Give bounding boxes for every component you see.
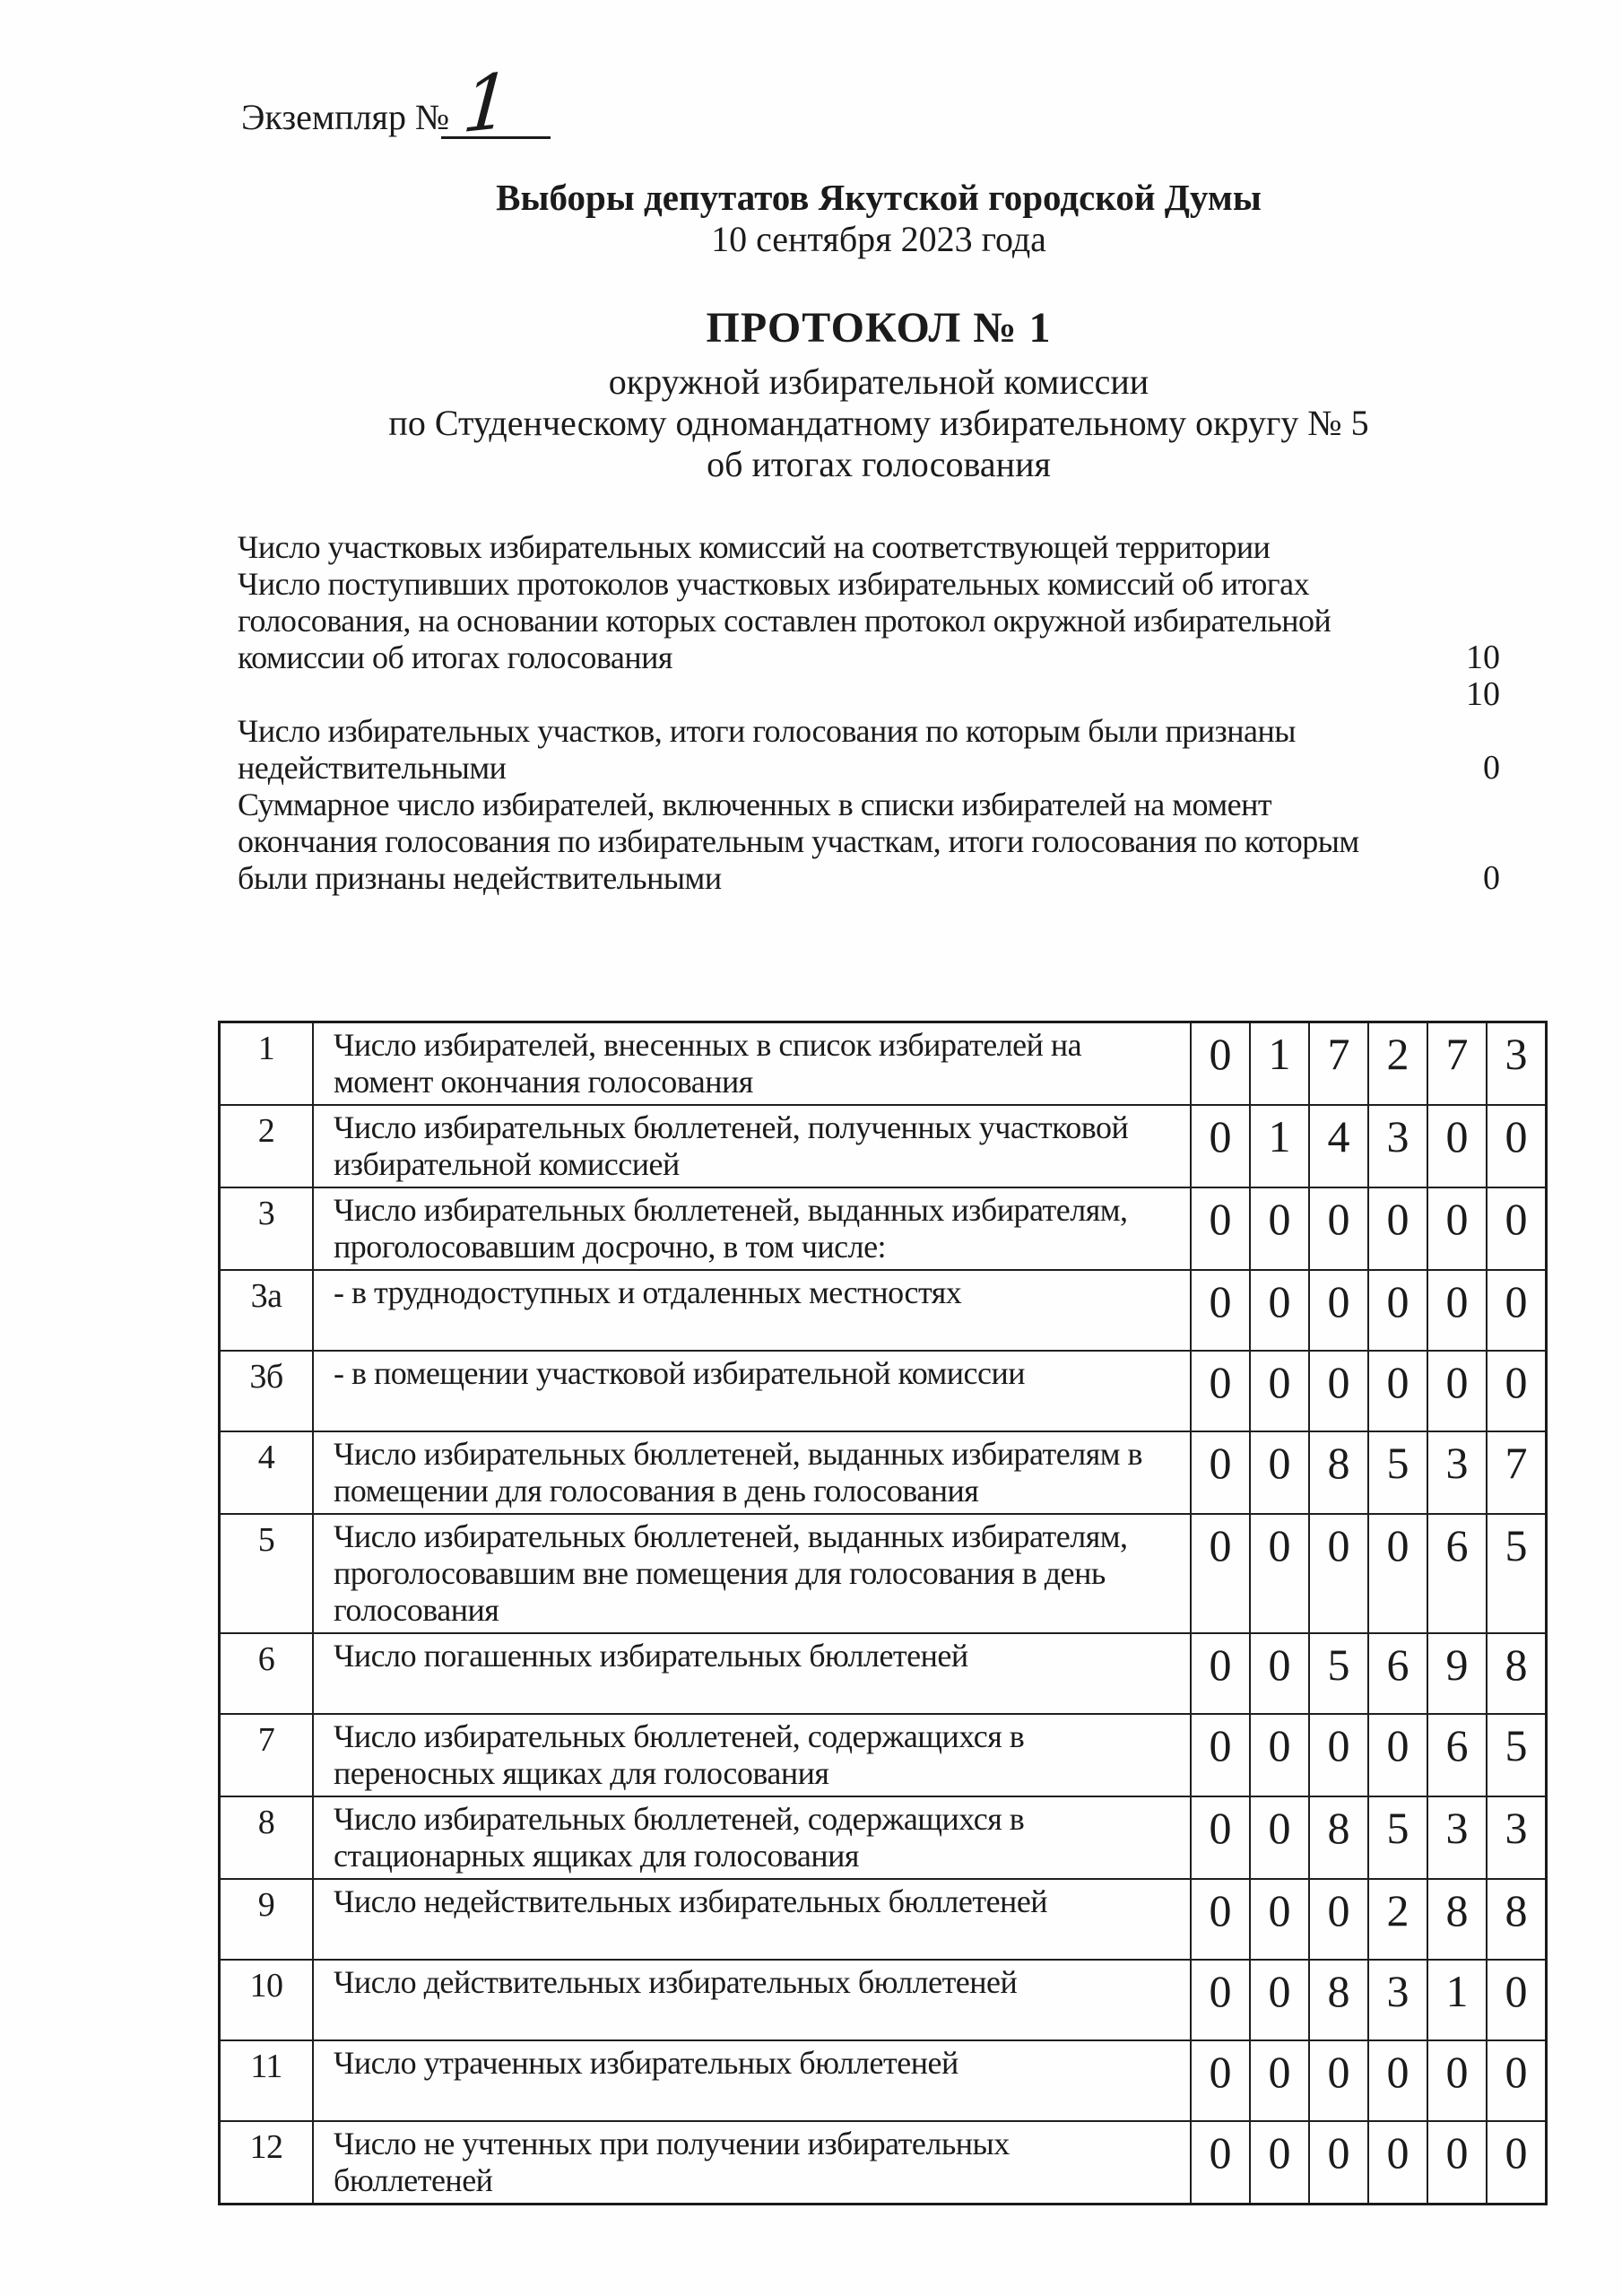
preamble-line-text: голосования, на основании которых составлен протокол окружной избирательной	[238, 603, 1331, 639]
digit-cell: 1	[1427, 1960, 1487, 2040]
digit-cell: 7	[1427, 1022, 1487, 1106]
row-number-cell: 8	[220, 1796, 314, 1879]
digit-cell: 8	[1309, 1431, 1368, 1514]
digit-cell: 0	[1191, 1431, 1250, 1514]
row-label-cell: Число избирательных бюллетеней, содержащихся в переносных ящиках для голосования	[313, 1714, 1191, 1796]
row-number-cell: 10	[220, 1960, 314, 2040]
preamble-block	[238, 529, 1502, 897]
protocol-subtitle-results: об итогах голосования	[707, 444, 1051, 484]
row-label-cell: Число недействительных избирательных бюллетеней	[313, 1879, 1191, 1960]
preamble-line-value: 10	[1466, 639, 1500, 676]
election-date: 10 сентября 2023 года	[711, 219, 1046, 259]
digit-cell: 0	[1191, 1796, 1250, 1879]
digit-cell: 1	[1250, 1022, 1309, 1106]
table-row	[220, 1351, 1547, 1431]
digit-cell: 0	[1191, 1714, 1250, 1796]
table-row	[220, 1796, 1547, 1879]
digit-cell: 0	[1487, 1270, 1547, 1351]
table-row	[220, 2040, 1547, 2121]
copy-label: Экземпляр №	[241, 97, 450, 137]
digit-cell: 0	[1487, 1351, 1547, 1431]
digit-cell: 8	[1427, 1879, 1487, 1960]
row-number-cell: 1	[220, 1022, 314, 1106]
digit-cell: 0	[1309, 1351, 1368, 1431]
digit-cell: 0	[1309, 1879, 1368, 1960]
digit-cell: 3	[1487, 1796, 1547, 1879]
row-number-cell: 7	[220, 1714, 314, 1796]
row-label-cell: Число избирательных бюллетеней, выданных избирателям, проголосовавшим вне помещения для голосования в день голосования	[313, 1514, 1191, 1633]
digit-cell: 0	[1427, 1351, 1487, 1431]
digit-cell: 0	[1191, 1105, 1250, 1187]
table-row	[220, 2121, 1547, 2205]
digit-cell: 3	[1368, 1960, 1427, 2040]
preamble-line	[238, 639, 1502, 676]
digit-cell: 5	[1487, 1514, 1547, 1633]
digit-cell: 0	[1427, 1187, 1487, 1270]
digit-cell: 3	[1427, 1796, 1487, 1879]
digit-cell: 2	[1368, 1022, 1427, 1106]
digit-cell: 0	[1250, 1351, 1309, 1431]
digit-cell: 0	[1427, 1270, 1487, 1351]
digit-cell: 0	[1191, 1270, 1250, 1351]
row-label-cell: Число избирательных бюллетеней, содержащихся в стационарных ящиках для голосования	[313, 1796, 1191, 1879]
digit-cell: 0	[1487, 1187, 1547, 1270]
digit-cell: 0	[1309, 1714, 1368, 1796]
row-number-cell: 11	[220, 2040, 314, 2121]
preamble-line-text: Число избирательных участков, итоги голосования по которым были признаны	[238, 713, 1296, 749]
digit-cell: 0	[1191, 2121, 1250, 2205]
preamble-line-text: комиссии об итогах голосования	[238, 639, 672, 675]
digit-cell: 8	[1309, 1960, 1368, 2040]
digit-cell: 0	[1191, 1022, 1250, 1106]
digit-cell: 0	[1191, 1514, 1250, 1633]
digit-cell: 0	[1368, 1514, 1427, 1633]
election-title: Выборы депутатов Якутской городской Думы	[496, 177, 1262, 218]
digit-cell: 6	[1368, 1633, 1427, 1714]
digit-cell: 3	[1368, 1105, 1427, 1187]
digit-cell: 0	[1250, 1796, 1309, 1879]
digit-cell: 0	[1368, 2040, 1427, 2121]
results-table-body	[220, 1022, 1547, 2205]
digit-cell: 0	[1487, 1105, 1547, 1187]
row-label-cell: Число утраченных избирательных бюллетеней	[313, 2040, 1191, 2121]
digit-cell: 0	[1250, 1714, 1309, 1796]
digit-cell: 0	[1368, 1270, 1427, 1351]
results-table	[218, 1021, 1548, 2205]
digit-cell: 0	[1191, 1879, 1250, 1960]
preamble-line-text: недействительными	[238, 750, 507, 786]
digit-cell: 0	[1250, 1270, 1309, 1351]
digit-cell: 5	[1487, 1714, 1547, 1796]
digit-cell: 0	[1191, 1633, 1250, 1714]
digit-cell: 0	[1427, 2040, 1487, 2121]
digit-cell: 6	[1427, 1514, 1487, 1633]
digit-cell: 0	[1191, 1960, 1250, 2040]
table-row	[220, 1714, 1547, 1796]
row-number-cell: 3б	[220, 1351, 314, 1431]
row-number-cell: 2	[220, 1105, 314, 1187]
row-label-cell: - в труднодоступных и отдаленных местностях	[313, 1270, 1191, 1351]
digit-cell: 0	[1487, 2040, 1547, 2121]
digit-cell: 0	[1191, 1351, 1250, 1431]
preamble-line	[238, 603, 1502, 639]
table-row	[220, 1105, 1547, 1187]
digit-cell: 6	[1427, 1714, 1487, 1796]
row-label-cell: Число избирательных бюллетеней, выданных избирателям в помещении для голосования в день голосования	[313, 1431, 1191, 1514]
preamble-line	[238, 787, 1502, 823]
preamble-line	[238, 860, 1502, 897]
digit-cell: 1	[1250, 1105, 1309, 1187]
digit-cell: 7	[1487, 1431, 1547, 1514]
digit-cell: 0	[1191, 2040, 1250, 2121]
digit-cell: 0	[1250, 2040, 1309, 2121]
preamble-line	[238, 750, 1502, 787]
digit-cell: 0	[1487, 1960, 1547, 2040]
digit-cell: 0	[1309, 2121, 1368, 2205]
preamble-line-text: Число участковых избирательных комиссий на соответствующей территории	[238, 529, 1271, 565]
digit-cell: 9	[1427, 1633, 1487, 1714]
digit-cell: 3	[1487, 1022, 1547, 1106]
row-number-cell: 12	[220, 2121, 314, 2205]
digit-cell: 0	[1309, 1187, 1368, 1270]
digit-cell: 8	[1487, 1879, 1547, 1960]
row-label-cell: - в помещении участковой избирательной комиссии	[313, 1351, 1191, 1431]
row-label-cell: Число избирательных бюллетеней, выданных избирателям, проголосовавшим досрочно, в том числе:	[313, 1187, 1191, 1270]
protocol-subtitle-commission: окружной избирательной комиссии	[608, 361, 1149, 402]
preamble-line-value: 0	[1483, 749, 1500, 787]
digit-cell: 0	[1250, 1514, 1309, 1633]
digit-cell: 0	[1427, 2121, 1487, 2205]
preamble-line	[238, 566, 1502, 603]
table-row	[220, 1022, 1547, 1106]
digit-cell: 0	[1250, 1633, 1309, 1714]
digit-cell: 0	[1250, 1431, 1309, 1514]
digit-cell: 0	[1250, 1879, 1309, 1960]
row-number-cell: 6	[220, 1633, 314, 1714]
copy-number-underline	[441, 95, 551, 139]
preamble-line	[238, 676, 1502, 713]
preamble-line-text: были признаны недействительными	[238, 860, 722, 896]
preamble-line-text: Число поступивших протоколов участковых избирательных комиссий об итогах	[238, 566, 1310, 602]
preamble-line	[238, 823, 1502, 860]
row-label-cell: Число действительных избирательных бюллетеней	[313, 1960, 1191, 2040]
digit-cell: 0	[1368, 1351, 1427, 1431]
digit-cell: 0	[1309, 2040, 1368, 2121]
copy-line	[241, 97, 449, 138]
table-row	[220, 1633, 1547, 1714]
digit-cell: 2	[1368, 1879, 1427, 1960]
table-row	[220, 1879, 1547, 1960]
digit-cell: 4	[1309, 1105, 1368, 1187]
digit-cell: 5	[1309, 1633, 1368, 1714]
digit-cell: 0	[1368, 1187, 1427, 1270]
row-number-cell: 5	[220, 1514, 314, 1633]
digit-cell: 7	[1309, 1022, 1368, 1106]
row-number-cell: 3	[220, 1187, 314, 1270]
row-label-cell: Число избирательных бюллетеней, полученных участковой избирательной комиссией	[313, 1105, 1191, 1187]
preamble-line	[238, 529, 1502, 566]
digit-cell: 0	[1191, 1187, 1250, 1270]
preamble-line-value: 0	[1483, 859, 1500, 897]
preamble-line-value: 10	[1466, 675, 1500, 713]
protocol-subtitle-district: по Студенческому одномандатному избирательному округу № 5	[388, 403, 1369, 443]
digit-cell: 5	[1368, 1431, 1427, 1514]
row-number-cell: 3а	[220, 1270, 314, 1351]
digit-cell: 0	[1250, 1187, 1309, 1270]
digit-cell: 8	[1309, 1796, 1368, 1879]
preamble-line-text: Суммарное число избирателей, включенных в списки избирателей на момент	[238, 787, 1272, 822]
digit-cell: 0	[1309, 1514, 1368, 1633]
digit-cell: 0	[1368, 1714, 1427, 1796]
preamble-line-text: окончания голосования по избирательным участкам, итоги голосования по которым	[238, 823, 1359, 859]
digit-cell: 5	[1368, 1796, 1427, 1879]
row-label-cell: Число не учтенных при получении избирательных бюллетеней	[313, 2121, 1191, 2205]
table-row	[220, 1514, 1547, 1633]
handwritten-copy-number: 1	[459, 56, 514, 151]
row-number-cell: 4	[220, 1431, 314, 1514]
digit-cell: 0	[1368, 2121, 1427, 2205]
digit-cell: 0	[1250, 2121, 1309, 2205]
row-label-cell: Число погашенных избирательных бюллетеней	[313, 1633, 1191, 1714]
protocol-title: ПРОТОКОЛ № 1	[706, 304, 1052, 352]
preamble-line	[238, 713, 1502, 750]
digit-cell: 0	[1487, 2121, 1547, 2205]
table-row	[220, 1431, 1547, 1514]
row-number-cell: 9	[220, 1879, 314, 1960]
table-row	[220, 1960, 1547, 2040]
table-row	[220, 1187, 1547, 1270]
digit-cell: 0	[1250, 1960, 1309, 2040]
row-label-cell: Число избирателей, внесенных в список избирателей на момент окончания голосования	[313, 1022, 1191, 1106]
digit-cell: 8	[1487, 1633, 1547, 1714]
digit-cell: 3	[1427, 1431, 1487, 1514]
digit-cell: 0	[1427, 1105, 1487, 1187]
table-row	[220, 1270, 1547, 1351]
digit-cell: 0	[1309, 1270, 1368, 1351]
